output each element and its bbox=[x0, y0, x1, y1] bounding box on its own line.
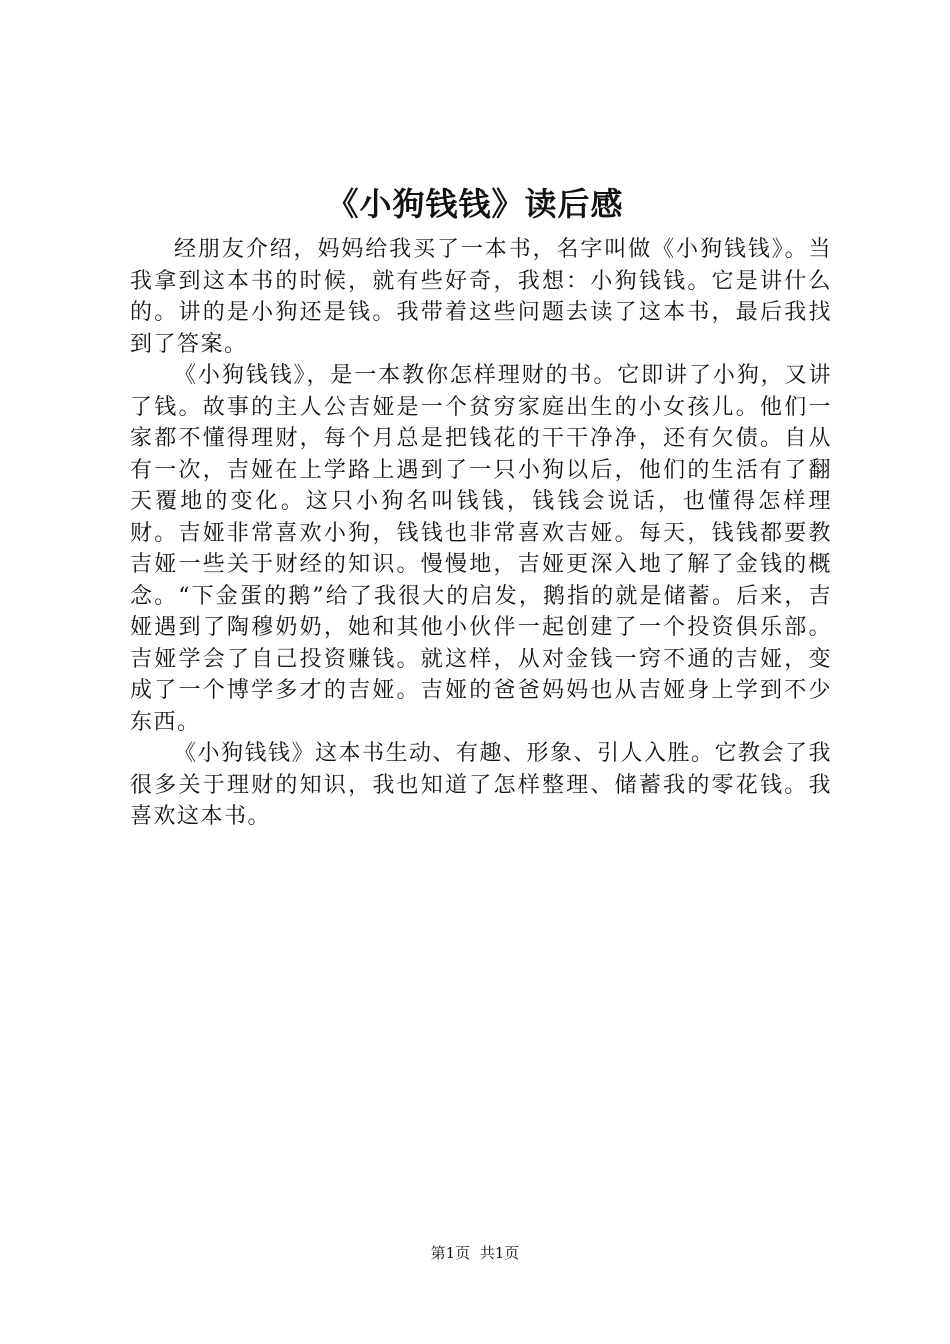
document-body bbox=[130, 234, 832, 833]
page-total: 共1页 bbox=[479, 1244, 520, 1262]
page-footer bbox=[0, 1243, 950, 1263]
paragraph-1: 经朋友介绍，妈妈给我买了一本书，名字叫做《小狗钱钱》。当我拿到这本书的时候，就有些好奇，我想：小狗钱钱。它是讲什么的。讲的是小狗还是钱。我带着这些问题去读了这本书，最后我找到了答案。 bbox=[130, 237, 832, 357]
document-title: 《小狗钱钱》读后感 bbox=[326, 185, 624, 223]
paragraph-2: 《小狗钱钱》，是一本教你怎样理财的书。它即讲了小狗，又讲了钱。故事的主人公吉娅是一个贫穷家庭出生的小女孩儿。他们一家都不懂得理财，每个月总是把钱花的干干净净，还有欠债。自从有一次，吉娅在上学路上遇到了一只小狗以后，他们的生活有了翻天覆地的变化。这只小狗名叫钱钱，钱钱会说话，也懂得怎样理财。吉娅非常喜欢小狗，钱钱也非常喜欢吉娅。每天，钱钱都要教吉娅一些关于财经的知识。慢慢地，吉娅更深入地了解了金钱的概念。“下金蛋的鹅”给了我很大的启发，鹅指的就是储蓄。后来，吉娅遇到了陶穆奶奶，她和其他小伙伴一起创建了一个投资俱乐部。吉娅学会了自己投资赚钱。就这样，从对金钱一窍不通的吉娅，变成了一个博学多才的吉娅。吉娅的爸爸妈妈也从吉娅身上学到不少东西。 bbox=[130, 363, 832, 735]
paragraph-3: 《小狗钱钱》这本书生动、有趣、形象、引人入胜。它教会了我很多关于理财的知识，我也知道了怎样整理、储蓄我的零花钱。我喜欢这本书。 bbox=[130, 741, 833, 829]
page-number: 第1页 bbox=[430, 1244, 471, 1262]
